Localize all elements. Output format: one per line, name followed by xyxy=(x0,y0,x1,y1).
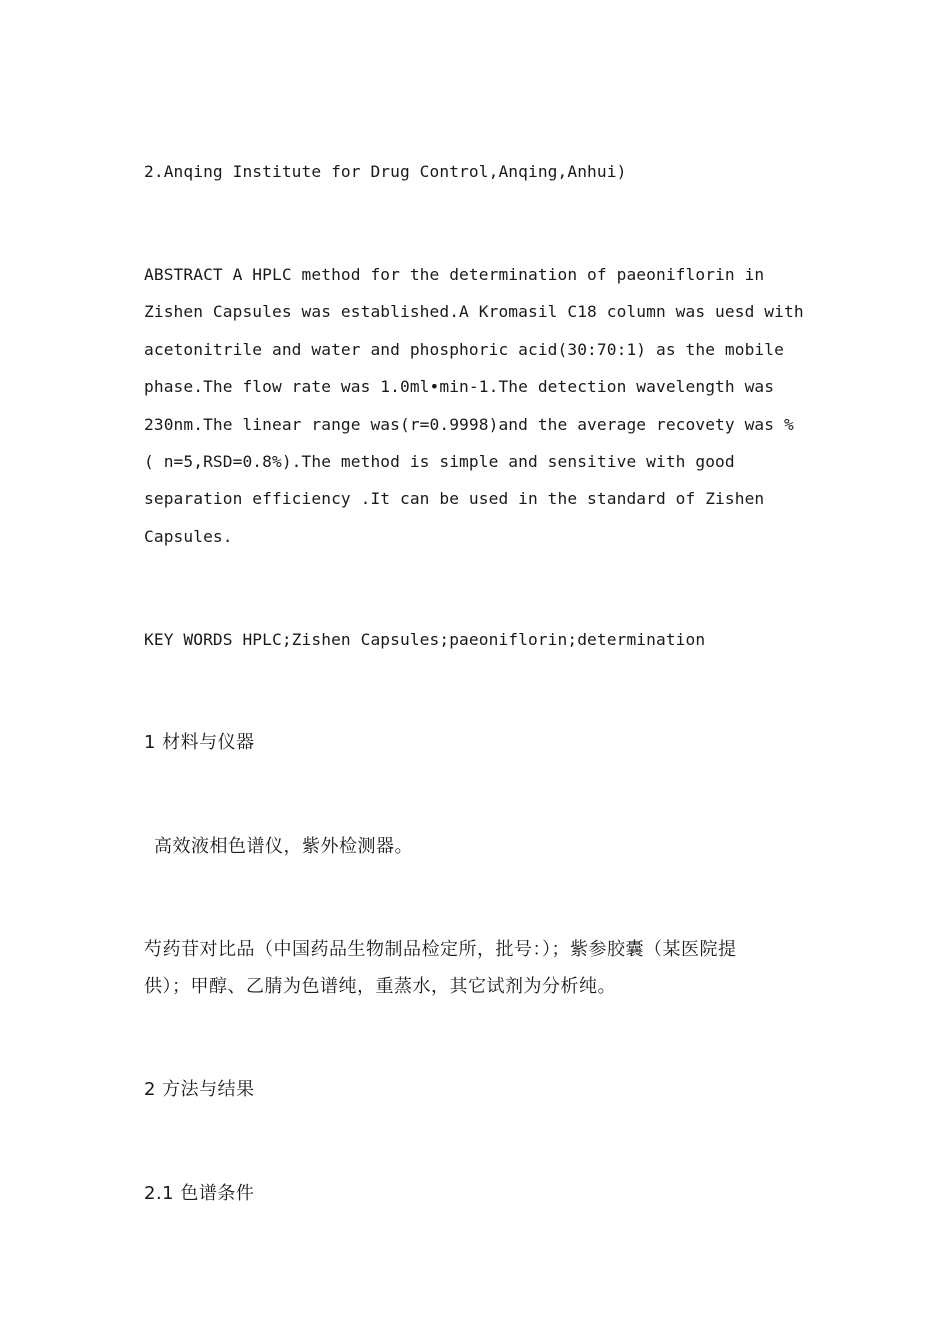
abstract-line: Zishen Capsules was established.A Kromasil C18 column was uesd with xyxy=(144,302,804,321)
section-1-heading: 1 材料与仪器 xyxy=(144,732,255,753)
reagents-line: 供）；甲醇、乙腈为色谱纯，重蒸水，其它试剂为分析纯。 xyxy=(144,976,616,997)
abstract-line: phase.The flow rate was 1.0ml•min-1.The detection wavelength was xyxy=(144,377,775,396)
abstract-line: ( n=5,RSD=0.8%).The method is simple and sensitive with good xyxy=(144,452,735,471)
reagents-line: 芍药苷对比品（中国药品生物制品检定所，批号：）；紫参胶囊（某医院提 xyxy=(144,939,737,960)
instruments-paragraph: 高效液相色谱仪，紫外检测器。 xyxy=(154,836,413,857)
section-2-heading: 2 方法与结果 xyxy=(144,1079,255,1100)
affiliation-line: 2.Anqing Institute for Drug Control,Anqing,Anhui) xyxy=(144,162,627,181)
abstract-line: separation efficiency .It can be used in the standard of Zishen xyxy=(144,489,765,508)
section-2-1-heading: 2.1 色谱条件 xyxy=(144,1183,255,1204)
abstract-line: acetonitrile and water and phosphoric acid(30:70:1) as the mobile xyxy=(144,340,784,359)
abstract-line: Capsules. xyxy=(144,527,233,546)
keywords-line: KEY WORDS HPLC;Zishen Capsules;paeoniflorin;determination xyxy=(144,630,706,649)
abstract-line: 230nm.The linear range was(r=0.9998)and the average recovety was % xyxy=(144,415,794,434)
abstract-line: ABSTRACT A HPLC method for the determination of paeoniflorin in xyxy=(144,265,765,284)
